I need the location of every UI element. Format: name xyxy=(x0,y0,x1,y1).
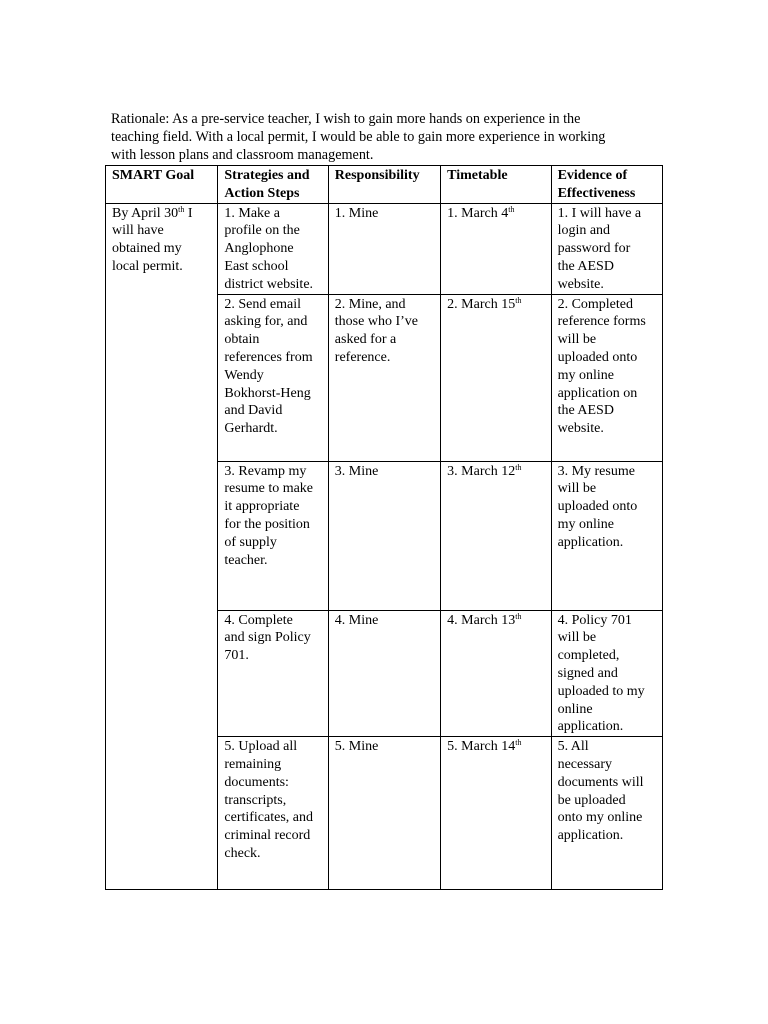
evidence-line: will be xyxy=(557,481,597,497)
evidence-line: website. xyxy=(557,421,604,437)
strategy-line: and David xyxy=(224,403,283,419)
responsibility-line: 3. Mine xyxy=(334,463,379,479)
goal-text: I xyxy=(184,205,193,221)
evidence-line: onto my online xyxy=(557,810,643,826)
timetable-superscript: th xyxy=(515,738,522,748)
evidence-line: uploaded onto xyxy=(557,499,638,515)
evidence-line: necessary xyxy=(557,756,612,772)
responsibility-line: asked for a xyxy=(334,332,397,348)
strategy-line: 4. Complete xyxy=(224,612,293,628)
strategy-line: profile on the xyxy=(224,223,300,239)
header-smart-goal: SMART Goal xyxy=(106,166,218,204)
timetable-date: 1. March 4 xyxy=(447,205,509,221)
evidence-line: online xyxy=(557,701,593,717)
evidence-line: 4. Policy 701 xyxy=(557,612,632,628)
strategy-line: obtain xyxy=(224,332,260,348)
timetable-cell xyxy=(441,461,551,610)
header-responsibility: Responsibility xyxy=(328,166,440,204)
timetable-superscript: th xyxy=(515,295,522,305)
timetable-date: 2. March 15 xyxy=(447,296,516,312)
header-strategies: Strategies and Action Steps xyxy=(218,166,328,204)
strategy-line: resume to make xyxy=(224,481,314,497)
strategy-line: East school xyxy=(224,258,289,274)
timetable-line xyxy=(447,205,544,223)
strategy-cell xyxy=(218,294,328,461)
evidence-line: my online xyxy=(557,367,614,383)
goal-text: By April 30 xyxy=(112,205,179,221)
goal-superscript: th xyxy=(178,204,185,214)
responsibility-cell xyxy=(328,203,440,294)
strategy-line: for the position xyxy=(224,516,310,532)
table-header-row xyxy=(106,166,663,204)
evidence-line: application. xyxy=(557,719,624,735)
responsibility-cell xyxy=(328,737,440,890)
goal-line: will have xyxy=(112,223,164,239)
rationale-line: Rationale: As a pre-service teacher, I wish to gain more hands on experience in the xyxy=(111,111,581,127)
strategy-line: criminal record xyxy=(224,828,311,844)
strategy-line: certificates, and xyxy=(224,810,314,826)
timetable-date: 3. March 12 xyxy=(447,463,516,479)
strategy-line: documents: xyxy=(224,774,289,790)
evidence-line: be uploaded xyxy=(557,792,626,808)
strategy-line: Bokhorst-Heng xyxy=(224,385,311,401)
evidence-line: 5. All xyxy=(557,739,589,755)
strategy-cell xyxy=(218,610,328,737)
evidence-line: uploaded onto xyxy=(557,349,638,365)
timetable-line xyxy=(447,612,544,630)
responsibility-line: 4. Mine xyxy=(334,612,379,628)
responsibility-line: reference. xyxy=(334,349,391,365)
rationale-line: teaching field. With a local permit, I would be able to gain more experience in working xyxy=(111,129,606,145)
strategy-line: 5. Upload all xyxy=(224,739,298,755)
evidence-line: uploaded to my xyxy=(557,683,645,699)
evidence-line: application. xyxy=(557,828,624,844)
strategy-cell xyxy=(218,203,328,294)
evidence-cell xyxy=(551,737,662,890)
header-timetable: Timetable xyxy=(441,166,551,204)
evidence-line: the AESD xyxy=(557,258,614,274)
goal-line xyxy=(112,205,211,223)
strategy-cell xyxy=(218,461,328,610)
timetable-line xyxy=(447,463,544,481)
evidence-line: 1. I will have a xyxy=(557,205,642,221)
strategy-line: Wendy xyxy=(224,367,264,383)
evidence-line: signed and xyxy=(557,665,618,681)
strategy-line: district website. xyxy=(224,276,314,292)
evidence-line: application on xyxy=(557,385,638,401)
responsibility-line: those who I’ve xyxy=(334,314,418,330)
rationale-paragraph xyxy=(111,110,671,164)
strategy-line: it appropriate xyxy=(224,499,300,515)
smart-goal-table xyxy=(105,165,663,890)
strategy-line: of supply xyxy=(224,534,277,550)
responsibility-line: 2. Mine, and xyxy=(334,296,406,312)
strategy-line: 701. xyxy=(224,648,249,664)
timetable-date: 5. March 14 xyxy=(447,739,516,755)
timetable-cell xyxy=(441,203,551,294)
strategy-line: remaining xyxy=(224,756,282,772)
strategy-line: and sign Policy xyxy=(224,630,311,646)
strategy-line: transcripts, xyxy=(224,792,287,808)
evidence-line: completed, xyxy=(557,648,620,664)
responsibility-cell xyxy=(328,461,440,610)
strategy-line: 1. Make a xyxy=(224,205,280,221)
rationale-line: with lesson plans and classroom management. xyxy=(111,147,374,163)
table-row xyxy=(106,203,663,294)
strategy-line: asking for, and xyxy=(224,314,308,330)
timetable-superscript: th xyxy=(508,204,515,214)
header-evidence: Evidence of Effectiveness xyxy=(551,166,662,204)
evidence-line: reference forms xyxy=(557,314,646,330)
evidence-line: documents will xyxy=(557,774,644,790)
evidence-line: application. xyxy=(557,534,624,550)
timetable-date: 4. March 13 xyxy=(447,612,516,628)
evidence-line: 3. My resume xyxy=(557,463,635,479)
timetable-line xyxy=(447,738,544,756)
timetable-superscript: th xyxy=(515,462,522,472)
strategy-line: 3. Revamp my xyxy=(224,463,307,479)
evidence-line: will be xyxy=(557,332,597,348)
timetable-line xyxy=(447,296,544,314)
timetable-cell xyxy=(441,610,551,737)
responsibility-line: 5. Mine xyxy=(334,739,379,755)
evidence-line: will be xyxy=(557,630,597,646)
evidence-line: login and xyxy=(557,223,611,239)
responsibility-line: 1. Mine xyxy=(334,205,379,221)
strategy-line: references from xyxy=(224,349,313,365)
strategy-line: Gerhardt. xyxy=(224,421,278,437)
goal-line: obtained my xyxy=(112,241,182,257)
timetable-superscript: th xyxy=(515,611,522,621)
strategy-line: Anglophone xyxy=(224,241,294,257)
evidence-cell xyxy=(551,461,662,610)
smart-goal-cell xyxy=(106,203,218,890)
timetable-cell xyxy=(441,737,551,890)
evidence-line: my online xyxy=(557,516,614,532)
timetable-cell xyxy=(441,294,551,461)
strategy-line: teacher. xyxy=(224,552,268,568)
evidence-line: the AESD xyxy=(557,403,614,419)
goal-line: local permit. xyxy=(112,258,183,274)
evidence-line: website. xyxy=(557,276,604,292)
evidence-line: password for xyxy=(557,241,631,257)
strategy-line: 2. Send email xyxy=(224,296,301,312)
evidence-cell xyxy=(551,610,662,737)
strategy-line: check. xyxy=(224,845,261,861)
evidence-cell xyxy=(551,294,662,461)
responsibility-cell xyxy=(328,294,440,461)
responsibility-cell xyxy=(328,610,440,737)
strategy-cell xyxy=(218,737,328,890)
evidence-cell xyxy=(551,203,662,294)
evidence-line: 2. Completed xyxy=(557,296,633,312)
